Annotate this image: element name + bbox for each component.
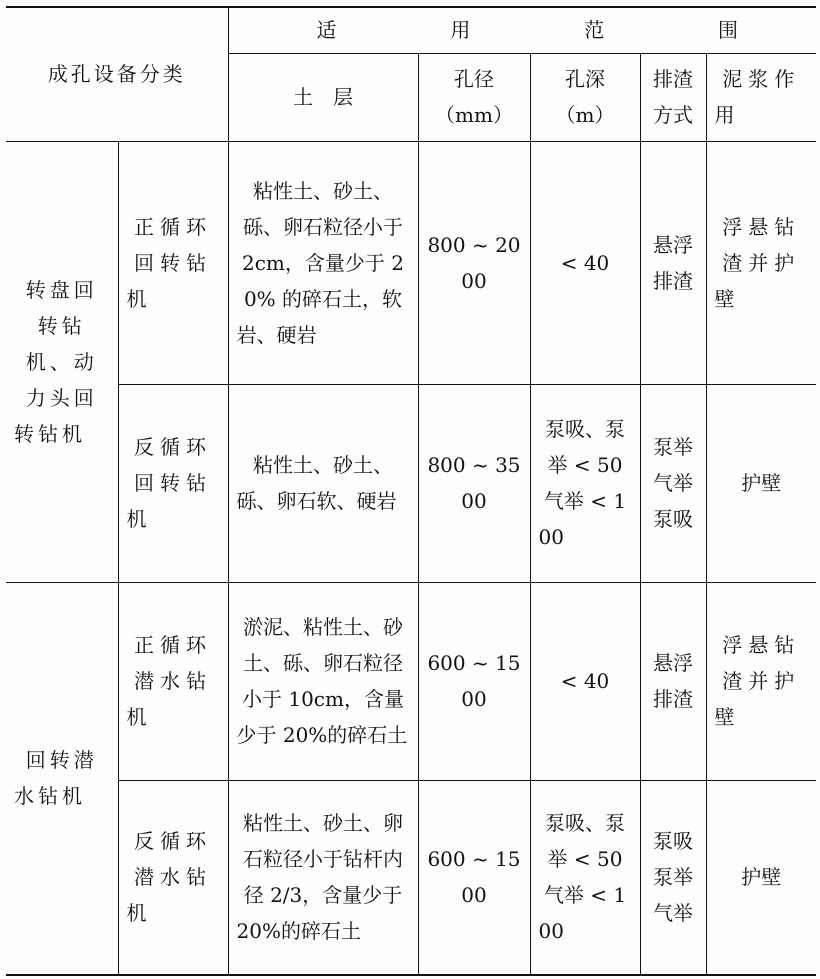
header-diameter [418,53,530,141]
group-name: 回转潜水钻机 [6,582,118,975]
discharge-method: 泵举气举泵吸 [640,384,706,582]
header-row-1 [6,7,816,53]
discharge-method: 悬浮排渣 [640,582,706,780]
mud-function: 浮悬钻渣并护壁 [706,582,816,780]
table-row [6,780,816,975]
table-row [6,582,816,780]
hole-depth: < 40 [530,141,640,384]
equipment-type: 正循环回转钻机 [118,141,228,384]
mud-function: 护壁 [706,384,816,582]
soil-layer: 淤泥、粘性土、砂土、砾、卵石粒径小于 10cm，含量少于 20%的碎石土 [228,582,418,780]
hole-diameter: 600 ~ 1500 [418,780,530,975]
header-depth-unit: （m） [555,103,615,127]
discharge-method: 泵吸泵举气举 [640,780,706,975]
equipment-type: 反循环潜水钻机 [118,780,228,975]
mud-function: 护壁 [706,780,816,975]
header-diameter-label: 孔径 [454,67,494,91]
hole-depth: 泵吸、泵举 < 50 气举 < 100 [530,384,640,582]
soil-layer: 粘性土、砂土、砾、卵石软、硬岩 [228,384,418,582]
hole-diameter: 600 ~ 1500 [418,582,530,780]
header-scope-char: 适 [316,18,337,43]
header-scope-char: 用 [450,18,471,43]
table-row [6,384,816,582]
hole-depth: < 40 [530,582,640,780]
header-depth [530,53,640,141]
hole-depth: 泵吸、泵举 < 50 气举 < 100 [530,780,640,975]
soil-layer: 粘性土、砂土、卵石粒径小于钻杆内径 2/3，含量少于 20%的碎石土 [228,780,418,975]
group-name: 转盘回转钻机、动力头回转钻机 [6,141,118,582]
drilling-equipment-table [6,6,816,976]
header-diameter-unit: （mm） [435,103,513,127]
hole-diameter: 800 ~ 2000 [418,141,530,384]
mud-function: 浮悬钻渣并护壁 [706,141,816,384]
equipment-type: 反循环回转钻机 [118,384,228,582]
header-mud: 泥浆作用 [706,53,816,141]
header-scope-char: 范 [584,18,605,43]
table-row [6,141,816,384]
header-discharge: 排渣方式 [640,53,706,141]
equipment-type: 正循环潜水钻机 [118,582,228,780]
discharge-method: 悬浮排渣 [640,141,706,384]
header-scope [228,7,816,53]
header-category: 成孔设备分类 [6,7,228,141]
header-depth-label: 孔深 [565,67,605,91]
hole-diameter: 800 ~ 3500 [418,384,530,582]
soil-layer: 粘性土、砂土、砾、卵石粒径小于 2cm，含量少于 20% 的碎石土，软岩、硬岩 [228,141,418,384]
header-scope-char: 围 [717,18,738,43]
header-soil: 土 层 [228,53,418,141]
